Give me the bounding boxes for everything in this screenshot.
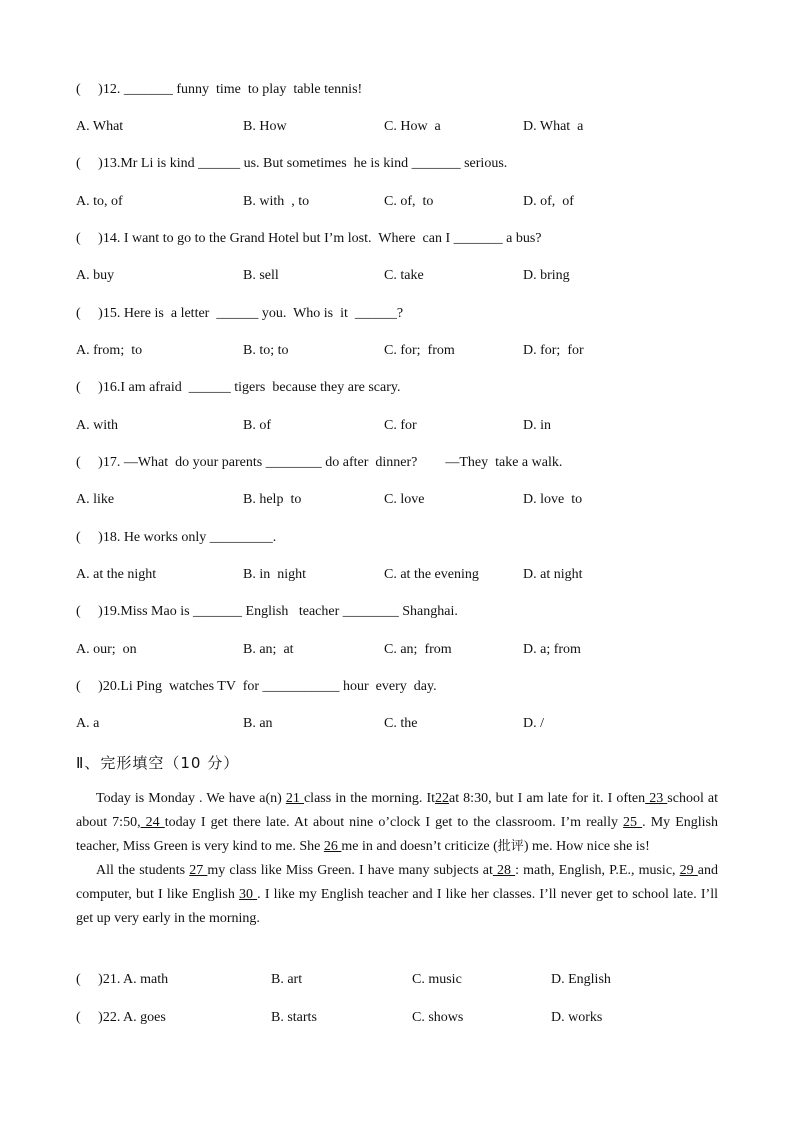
passage-paragraph-2: All the students 27 my class like Miss Green. I have many subjects at 28 : math, English, P.E., music, 29 and computer, but I like English 30 . I like my English teacher and I like her classes. I’ll never get to school late. I’ll get up very early in the morning. [76,863,718,926]
option-d: D. of, of [523,194,574,209]
option-d: D. for; for [523,343,584,358]
option-b: B. help to [243,492,302,507]
option-b: B. an [243,716,273,731]
question-stem: ( )22. A. goes [76,1010,166,1025]
option-a: A. at the night [76,567,157,582]
option-d: D. English [551,972,611,987]
option-b: B. art [271,972,303,987]
option-d: D. What a [523,119,584,134]
option-b: B. starts [271,1010,317,1025]
option-c: C. at the evening [384,567,479,582]
question-stem: ( )15. Here is a letter ______ you. Who is it ______? [76,306,404,321]
option-a: A. like [76,492,115,507]
option-d: D. / [523,716,544,731]
option-d: D. a; from [523,642,581,657]
option-c: C. of, to [384,194,434,209]
option-a: A. from; to [76,343,143,358]
option-b: B. sell [243,268,279,283]
option-a: A. our; on [76,642,137,657]
question-stem: ( )21. A. math [76,972,169,987]
option-c: C. for [384,418,417,433]
option-c: C. shows [412,1010,464,1025]
blank-26: 26 [323,839,342,854]
option-b: B. in night [243,567,307,582]
option-c: C. for; from [384,343,455,358]
section-title: Ⅱ、完形填空（10 分） [76,754,240,772]
option-c: C. an; from [384,642,452,657]
cloze-passage [76,787,718,931]
option-a: A. a [76,716,100,731]
blank-29: 29 [679,863,698,878]
option-b: B. of [243,418,271,433]
blank-23: 23 [645,791,668,806]
option-d: D. bring [523,268,570,283]
option-d: D. works [551,1010,603,1025]
question-stem: ( )14. I want to go to the Grand Hotel but I’m lost. Where can I _______ a bus? [76,231,542,246]
option-d: D. in [523,418,551,433]
option-d: D. love to [523,492,583,507]
question-stem: ( )16.I am afraid ______ tigers because they are scary. [76,380,401,395]
question-stem: ( )12. _______ funny time to play table tennis! [76,82,363,97]
blank-21: 21 [285,791,304,806]
option-a: A. buy [76,268,115,283]
option-d: D. at night [523,567,583,582]
option-c: C. take [384,268,424,283]
blank-30: 30 [239,887,258,902]
blank-24: 24 [140,815,165,830]
option-a: A. with [76,418,118,433]
question-stem: ( )13.Mr Li is kind ______ us. But sometimes he is kind _______ serious. [76,156,508,171]
question-stem: ( )17. —What do your parents ________ do after dinner? —They take a walk. [76,455,563,470]
option-c: C. How a [384,119,441,134]
option-b: B. with , to [243,194,310,209]
blank-25: 25 [623,815,643,830]
option-c: C. love [384,492,425,507]
option-b: B. How [243,119,287,134]
blank-28: 28 [492,863,516,878]
blank-27: 27 [189,863,208,878]
option-a: A. to, of [76,194,123,209]
option-c: C. the [384,716,418,731]
option-a: A. What [76,119,124,134]
option-c: C. music [412,972,462,987]
option-b: B. an; at [243,642,294,657]
question-stem: ( )18. He works only _________. [76,530,277,545]
option-b: B. to; to [243,343,289,358]
passage-paragraph-1: Today is Monday . We have a(n) 21 class in the morning. It22at 8:30, but I am late for it. I often 23 school at about 7:50, 24 today I get there late. At about nine o’clock I get to the classroom. I’m really 25 . My English teacher, Miss Green is very kind to me. She 26 me in and doesn’t criticize (批评) me. How nice she is! [76,791,719,854]
question-stem: ( )20.Li Ping watches TV for ___________ hour every day. [76,679,437,694]
blank-22: 22 [435,791,449,806]
question-stem: ( )19.Miss Mao is _______ English teacher ________ Shanghai. [76,604,458,619]
